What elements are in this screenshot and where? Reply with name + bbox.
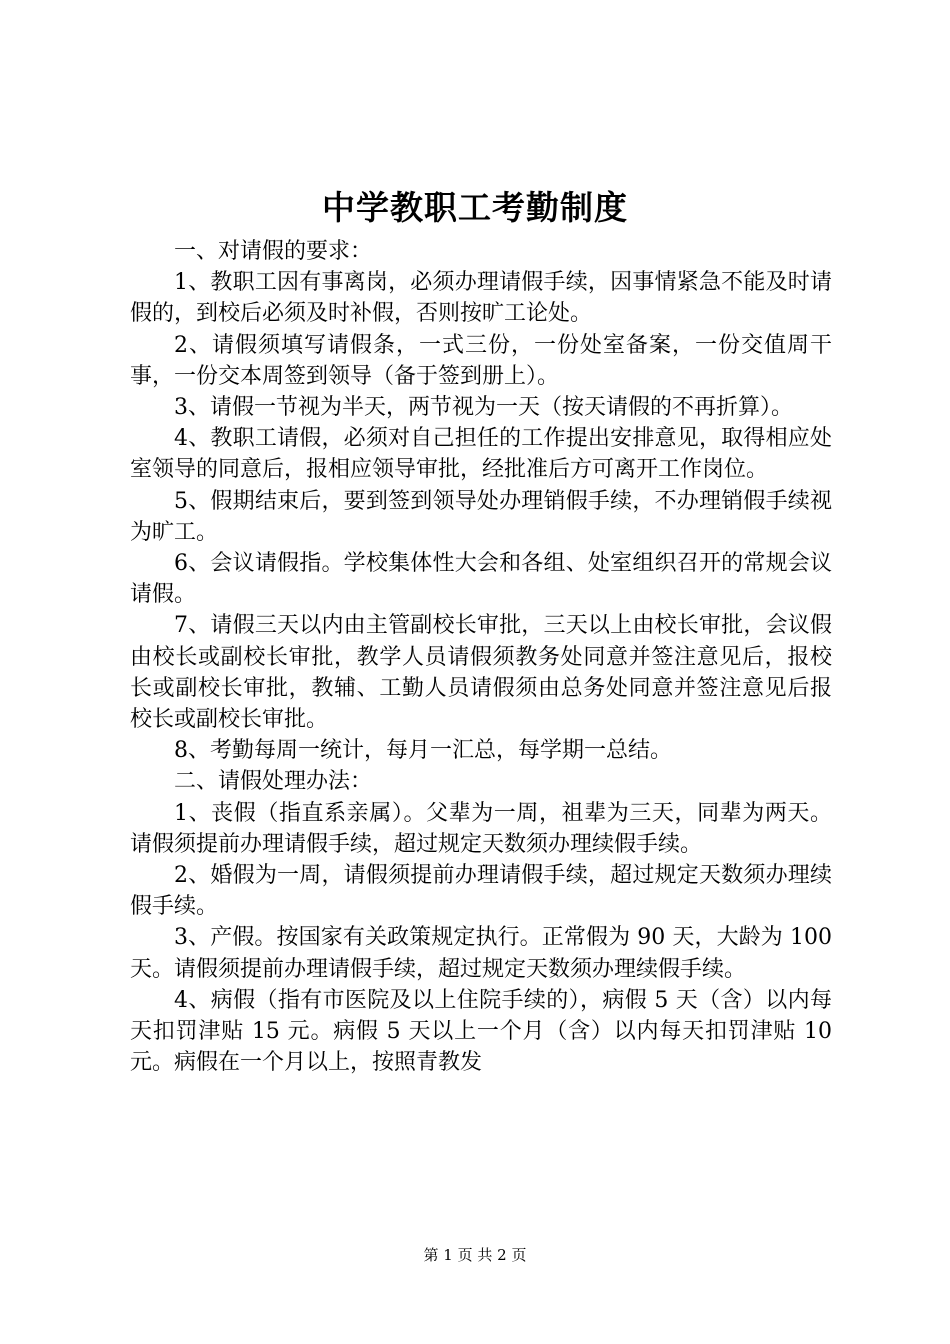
section-heading-leave-requirements: 一、对请假的要求： [174,239,373,264]
paragraph: 2、婚假为一周，请假须提前办理请假手续，超过规定天数须办理续假手续。 [130,863,832,920]
paragraph: 4、病假（指有市医院及以上住院手续的），病假 5 天（含）以内每天扣罚津贴 15 元。病假 5 天以上一个月（含）以内每天扣罚津贴 10 元。病假在一个月以上，按照青教发 [130,987,833,1076]
page-number-footer: 第 1 页 共 2 页 [423,1246,527,1264]
paragraph: 7、请假三天以内由主管副校长审批，三天以上由校长审批，会议假由校长或副校长审批，教学人员请假须教务处同意并签注意见后，报校长或副校长审批，教辅、工勤人员请假须由总务处同意并签注意见后报校长或副校长审批。 [130,613,832,733]
paragraph: 4、教职工请假，必须对自己担任的工作提出安排意见，取得相应处室领导的同意后，报相应领导审批，经批准后方可离开工作岗位。 [130,426,832,483]
section-heading-leave-handling: 二、请假处理办法： [174,769,373,795]
paragraph: 8、考勤每周一统计，每月一汇总，每学期一总结。 [174,738,672,764]
document-title: 中学教职工考勤制度 [322,188,628,227]
paragraph: 1、丧假（指直系亲属）。父辈为一周，祖辈为三天，同辈为两天。请假须提前办理请假手续，超过规定天数须办理续假手续。 [130,800,832,857]
paragraph: 3、请假一节视为半天，两节视为一天（按天请假的不再折算）。 [174,395,793,421]
paragraph: 5、假期结束后，要到签到领导处办理销假手续，不办理销假手续视为旷工。 [130,488,832,545]
paragraph: 6、会议请假指。学校集体性大会和各组、处室组织召开的常规会议请假。 [130,551,832,608]
document-body [130,236,832,1078]
paragraph: 1、教职工因有事离岗，必须办理请假手续，因事情紧急不能及时请假的，到校后必须及时补假，否则按旷工论处。 [130,270,832,327]
paragraph: 2、请假须填写请假条，一式三份，一份处室备案，一份交值周干事，一份交本周签到领导（备于签到册上）。 [130,332,832,389]
paragraph: 3、产假。按国家有关政策规定执行。正常假为 90 天，大龄为 100 天。请假须提前办理请假手续，超过规定天数须办理续假手续。 [130,925,832,982]
